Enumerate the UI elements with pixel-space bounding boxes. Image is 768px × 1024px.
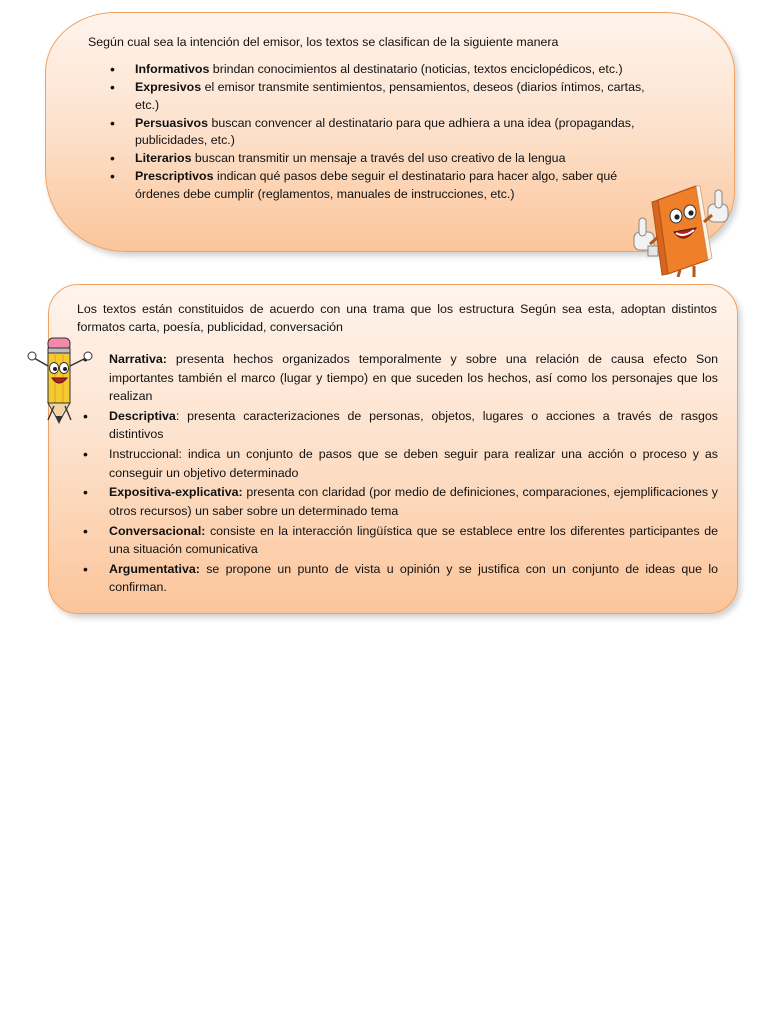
list-item bbox=[80, 522, 718, 559]
item-text: brindan conocimientos al destinatario (noticias, textos enciclopédicos, etc.) bbox=[209, 62, 623, 76]
intention-intro: Según cual sea la intención del emisor, los textos se clasifican de la siguiente manera bbox=[88, 35, 559, 49]
item-term: Informativos bbox=[135, 62, 210, 76]
item-text: se propone un punto de vista u opinión y se justifica con un conjunto de ideas que lo confirman. bbox=[109, 561, 718, 595]
item-text: buscan transmitir un mensaje a través del uso creativo de la lengua bbox=[191, 151, 566, 165]
item-term: Descriptiva bbox=[109, 408, 176, 423]
item-term: Expositiva-explicativa: bbox=[109, 485, 243, 500]
item-term: Persuasivos bbox=[135, 115, 209, 130]
item-text: consiste en la interacción lingüística que se establece entre los diferentes participantes de una situación comunicativa bbox=[109, 523, 718, 557]
list-item bbox=[107, 61, 657, 79]
item-term: Expresivos bbox=[135, 80, 202, 94]
list-item bbox=[107, 79, 657, 114]
item-text: indican qué pasos debe seguir el destinatario para hacer algo, saber qué órdenes debe cumplir (reglamentos, manuales de instrucciones, etc.) bbox=[135, 169, 618, 201]
thumbs-up-left-icon bbox=[634, 218, 658, 256]
item-term: Narrativa: bbox=[109, 352, 167, 366]
list-item bbox=[80, 350, 718, 406]
cartoon-pencil-icon bbox=[24, 336, 96, 428]
item-text: : presenta caracterizaciones de personas, objetos, lugares o acciones a través de rasgos distintivos bbox=[109, 408, 718, 442]
item-term: Argumentativa: bbox=[109, 561, 200, 576]
item-text: Instruccional: indica un conjunto de pasos que se deben seguir para realizar una acción o proceso y as conseguir un objetivo determinado bbox=[109, 447, 718, 480]
item-text: presenta con claridad (por medio de definiciones, comparaciones, ejemplificaciones y otros recursos) un saber sobre un determinado tema bbox=[109, 485, 718, 518]
intention-list bbox=[107, 61, 657, 204]
item-text: buscan convencer al destinatario para que adhiera a una idea (propagandas, publicidades, etc.) bbox=[135, 115, 635, 147]
cartoon-book-thumbs-up-icon bbox=[628, 182, 736, 277]
list-item bbox=[80, 483, 718, 520]
item-term: Conversacional: bbox=[109, 523, 206, 538]
item-term: Prescriptivos bbox=[135, 169, 214, 183]
list-item bbox=[80, 560, 718, 597]
structure-intro: Los textos están constituidos de acuerdo con una trama que los estructura Según sea esta, adoptan distintos formatos carta, poesía, publicidad, conversación bbox=[77, 302, 717, 334]
list-item bbox=[107, 150, 657, 168]
list-item bbox=[80, 407, 718, 444]
list-item bbox=[107, 115, 657, 150]
list-item bbox=[107, 168, 657, 203]
item-term: Literarios bbox=[135, 151, 192, 165]
structure-list bbox=[80, 350, 718, 598]
list-item bbox=[80, 445, 718, 482]
item-text: el emisor transmite sentimientos, pensamientos, deseos (diarios íntimos, cartas, etc.) bbox=[135, 80, 645, 112]
item-text: presenta hechos organizados temporalmente y sobre una relación de causa efecto Son importantes también el marco (lugar y tiempo) en que suceden los hechos, así como los personajes que los realizan bbox=[109, 352, 718, 403]
